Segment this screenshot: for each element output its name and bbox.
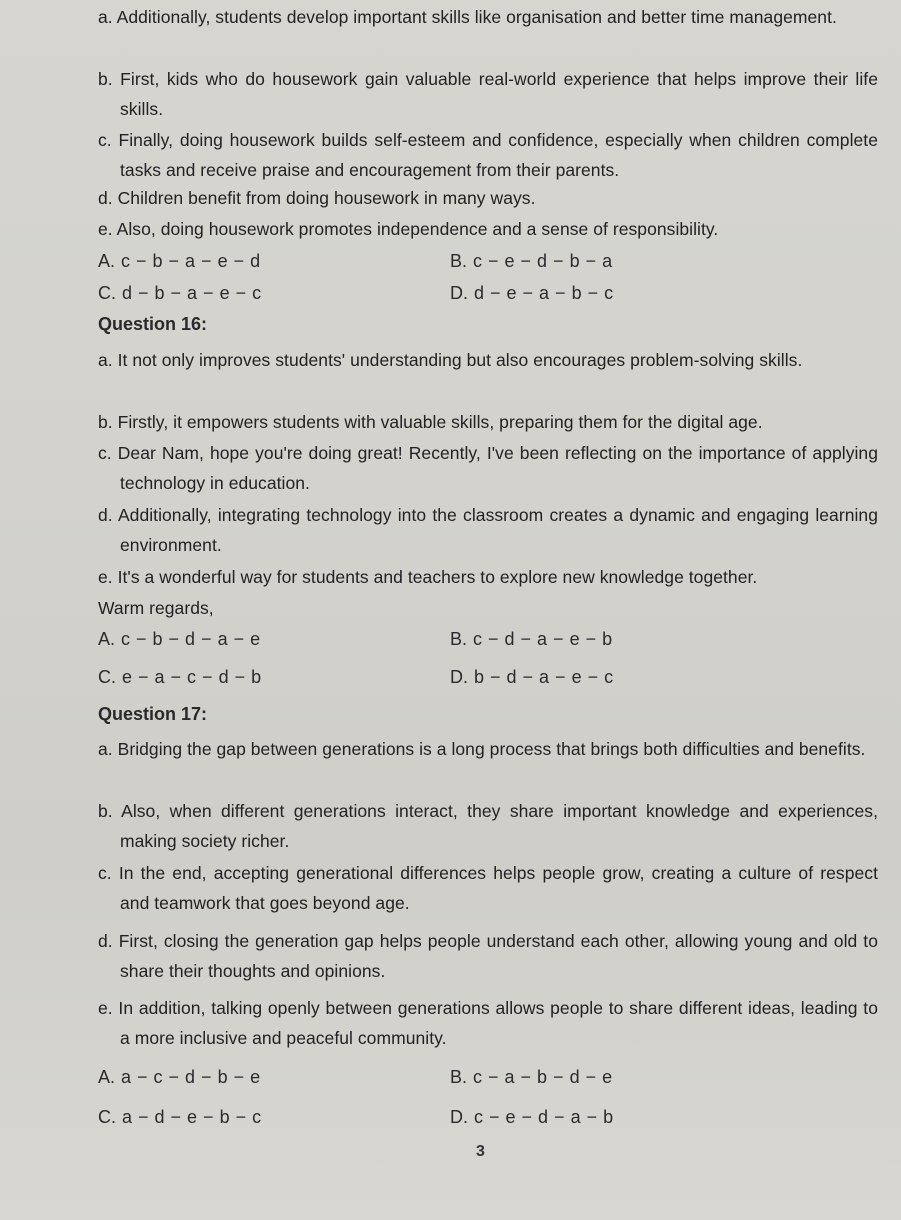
q17-item-c: c. In the end, accepting generational differences helps people grow, creating a culture of respect and teamwork that goes beyond age.	[98, 863, 878, 913]
q15-item-c: c. Finally, doing housework builds self-esteem and confidence, especially when children complete tasks and receive praise and encouragement from their parents.	[98, 130, 878, 180]
q17-title: Question 17:	[98, 704, 208, 724]
q16-item-b: b. Firstly, it empowers students with valuable skills, preparing them for the digital age.	[98, 412, 763, 432]
q16-item-d: d. Additionally, integrating technology into the classroom creates a dynamic and engaging learning environment.	[98, 505, 878, 555]
q17-item-e: e. In addition, talking openly between generations allows people to share different ideas, leading to a more inclusive and peaceful community.	[98, 998, 878, 1048]
q17-option-b: B. c − a − b − d − e	[450, 1067, 613, 1087]
q17-option-c: C. a − d − e − b − c	[98, 1107, 262, 1127]
q17-item-a: a. Bridging the gap between generations is a long process that brings both difficulties and benefits.	[98, 739, 866, 759]
q17-option-d: D. c − e − d − a − b	[450, 1107, 614, 1127]
page-number: 3	[476, 1143, 485, 1160]
q17-item-b: b. Also, when different generations interact, they share important knowledge and experiences, making society richer.	[98, 801, 878, 851]
q16-closing: Warm regards,	[98, 598, 214, 618]
q15-option-a: A. c − b − a − e − d	[98, 251, 261, 271]
q16-option-a: A. c − b − d − a − e	[98, 629, 261, 649]
q16-item-c: c. Dear Nam, hope you're doing great! Recently, I've been reflecting on the importance of applying technology in education.	[98, 443, 878, 493]
q17-option-a: A. a − c − d − b − e	[98, 1067, 261, 1087]
q16-title: Question 16:	[98, 314, 208, 334]
q15-item-b: b. First, kids who do housework gain valuable real-world experience that helps improve their life skills.	[98, 69, 878, 119]
q15-item-d: d. Children benefit from doing housework in many ways.	[98, 188, 536, 208]
q16-item-e: e. It's a wonderful way for students and teachers to explore new knowledge together.	[98, 567, 758, 587]
q17-item-d: d. First, closing the generation gap helps people understand each other, allowing young and old to share their thoughts and opinions.	[98, 931, 878, 981]
q15-option-c: C. d − b − a − e − c	[98, 283, 262, 303]
q16-item-a: a. It not only improves students' understanding but also encourages problem-solving skills.	[98, 350, 803, 370]
q15-option-d: D. d − e − a − b − c	[450, 283, 614, 303]
q15-item-e: e. Also, doing housework promotes independence and a sense of responsibility.	[98, 219, 719, 239]
q15-item-a: a. Additionally, students develop important skills like organisation and better time management.	[98, 7, 837, 27]
q16-option-d: D. b − d − a − e − c	[450, 667, 614, 687]
q16-option-c: C. e − a − c − d − b	[98, 667, 262, 687]
q15-option-b: B. c − e − d − b − a	[450, 251, 613, 271]
q16-option-b: B. c − d − a − e − b	[450, 629, 613, 649]
